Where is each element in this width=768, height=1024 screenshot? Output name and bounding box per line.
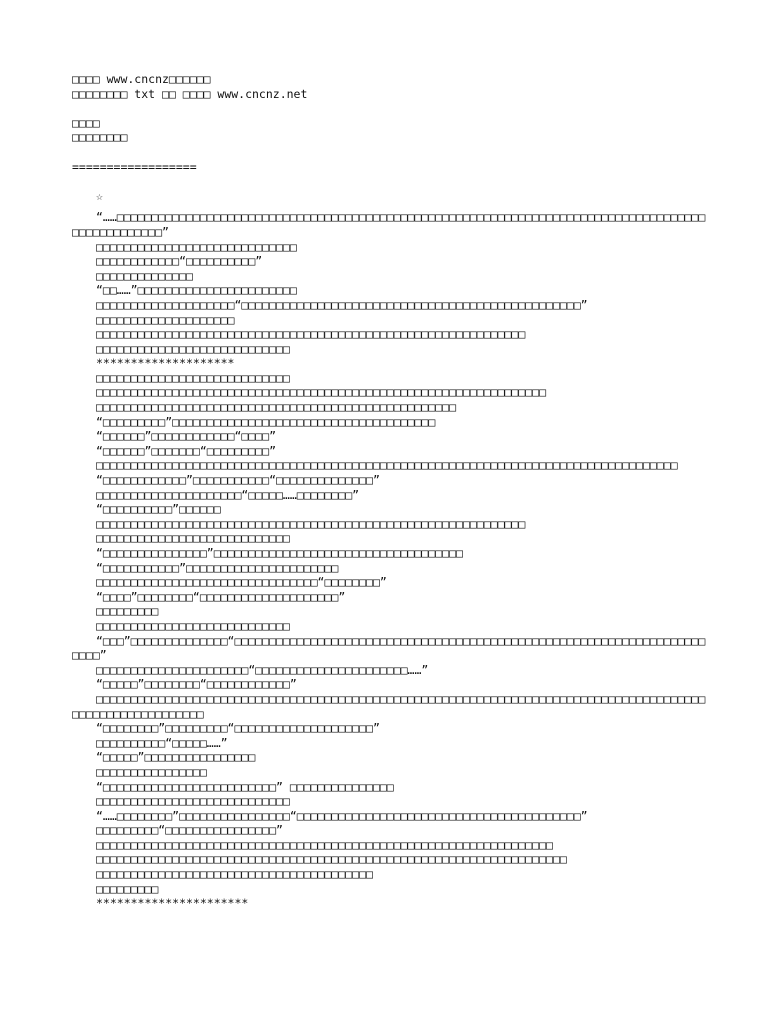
paragraph-line: □□□□□□□□□□□□□□□□□□□□□□□□□□□□ — [96, 794, 290, 809]
paragraph-line: □□□□□□□□□□□□□□□□□□□□□“□□□□□……□□□□□□□□” — [96, 487, 360, 502]
paragraph-line: □□□□□□□□□□□□□□□□□□□□□□□□□□□□□□□□□□□□□□□□□□□□□□□□□□□□□□□□□□□□□□ — [96, 327, 526, 342]
paragraph-line: “□□□□□□□□□□□□□□□”□□□□□□□□□□□□□□□□□□□□□□□□□□□□□□□□□□□□ — [96, 546, 463, 560]
paragraph-line: “□□□□□□□□”□□□□□□□□□“□□□□□□□□□□□□□□□□□□□□” — [96, 721, 380, 736]
paragraph-line: □□□□□□□□□□□□□□□□□□□□□□□□□□□□ — [96, 370, 290, 385]
paragraph-line: “□□□□□□□□□□□”□□□□□□□□□□□□□□□□□□□□□□ — [96, 560, 339, 575]
paragraph-line: □□□□□□□□□□□□□□□□□□□□□□□□□□□□□ — [96, 239, 297, 254]
paragraph-line: □□□□□□□□□□□□“□□□□□□□□□□” — [96, 254, 263, 269]
paragraph-line: □□□□□□□□□□□□□□□□□□□□“□□□□□□□□□□□□□□□□□□□□□□□□□□□□□□□□□□□□□□□□□□□□□□□□□” — [96, 297, 588, 312]
book-author: □□□□□□□□ — [72, 130, 128, 145]
paragraph-line: □□□□□□□□□□□□□□□□ — [96, 764, 207, 779]
paragraph-line: “□□□□□□”□□□□□□□“□□□□□□□□□” — [96, 443, 277, 458]
blank-line — [72, 145, 708, 160]
site-header-line: □□□□ www.cncnz□□□□□□ — [72, 72, 211, 86]
paragraph-line: □□□□□□□□□ — [96, 881, 159, 896]
paragraph-line: “□□□□□”□□□□□□□□“□□□□□□□□□□□□” — [96, 677, 297, 692]
paragraph-line: “□□□□□□□□□□□□”□□□□□□□□□□□“□□□□□□□□□□□□□□” — [96, 473, 380, 488]
paragraph-line: “□□□”□□□□□□□□□□□□□□“□□□□□□□□□□□□□□□□□□□□□□□□□□□□□□□□□□□□□□□□□□□□□□□□□□□□□□□□□□□□□□□□□□□□□□□□” — [72, 633, 706, 663]
paragraph-line: “□□□□□”□□□□□□□□□□□□□□□□ — [96, 750, 256, 765]
spacer — [72, 203, 708, 210]
body-text — [72, 210, 708, 911]
paragraph-line: □□□□□□□□□□□□□□□□□□□□□□“□□□□□□□□□□□□□□□□□□□□□□……” — [96, 662, 429, 677]
paragraph-line: “□□□□”□□□□□□□□“□□□□□□□□□□□□□□□□□□□□” — [96, 589, 346, 604]
paragraph-line: “……□□□□□□□□”□□□□□□□□□□□□□□□□“□□□□□□□□□□□□□□□□□□□□□□□□□□□□□□□□□□□□□□□□□” — [96, 808, 588, 823]
paragraph-line: □□□□□□□□□ — [96, 604, 159, 619]
paragraph-line: □□□□□□□□□□□□□□□□□□□□□□□□□□□□□□□□□□□□□□□□□□□□□□□□□□□□□□□□□□□□□□□□□□ — [96, 837, 553, 852]
download-note-line: □□□□□□□□ txt □□ □□□□ www.cncnz.net — [72, 86, 308, 101]
paragraph-line: ********************** — [96, 896, 249, 911]
paragraph-line: □□□□□□□□□□□□□□□□□□□□ — [96, 312, 235, 327]
paragraph-line: ******************** — [96, 356, 235, 371]
paragraph-line: □□□□□□□□□□□□□□□□□□□□□□□□□□□□□□□□□□□□□□□□□□□□□□□□□□□□□□□□□□□□□□□□□ — [96, 385, 547, 400]
paragraph-line: □□□□□□□□□“□□□□□□□□□□□□□□□□” — [96, 823, 283, 838]
paragraph-line: □□□□□□□□□□□□□□□□□□□□□□□□□□□□□□□□□□□□□□□□ — [96, 867, 373, 882]
paragraph-line: □□□□□□□□□□□□□□□□□□□□□□□□□□□□□□□□□□□□□□□□□□□□□□□□□□□□ — [96, 400, 457, 415]
blank-line — [72, 174, 708, 189]
paragraph-line: “□□□□□□□□□□□□□□□□□□□□□□□□□” □□□□□□□□□□□□□□□ — [96, 779, 394, 794]
blank-line — [72, 101, 708, 116]
paragraph-line: □□□□□□□□□□□□□□□□□□□□□□□□□□□□ — [96, 341, 290, 356]
paragraph-line: □□□□□□□□□□□□□□□□□□□□□□□□□□□□□□□□“□□□□□□□□” — [96, 575, 387, 590]
star-ornament: ☆ — [96, 188, 103, 203]
paragraph-line: “□□□□□□□□□”□□□□□□□□□□□□□□□□□□□□□□□□□□□□□□□□□□□□□□ — [96, 414, 436, 429]
paragraph-line: “□□□□□□□□□□”□□□□□□ — [96, 502, 221, 517]
paragraph-line: □□□□□□□□□□□□□□□□□□□□□□□□□□□□ — [96, 618, 290, 633]
paragraph-line: □□□□□□□□□□□□□□□□□□□□□□□□□□□□□□□□□□□□□□□□□□□□□□□□□□□□□□□□□□□□□□□□□□□□□□□□□□□□□□□□□□□□ — [96, 458, 678, 473]
paragraph-line: “□□□□□□”□□□□□□□□□□□□“□□□□” — [96, 429, 277, 444]
paragraph-line: □□□□□□□□□□□□□□ — [96, 268, 193, 283]
paragraph-line: □□□□□□□□□□□□□□□□□□□□□□□□□□□□□□□□□□□□□□□□□□□□□□□□□□□□□□□□□□□□□□□□□□□□ — [96, 852, 567, 867]
paragraph-line: □□□□□□□□□□“□□□□□……” — [96, 735, 228, 750]
paragraph-line: “……□□□□□□□□□□□□□□□□□□□□□□□□□□□□□□□□□□□□□□□□□□□□□□□□□□□□□□□□□□□□□□□□□□□□□□□□□□□□□□□□□□□□□□□□□□□□□□□□□□” — [72, 210, 706, 239]
paragraph-line: “□□……”□□□□□□□□□□□□□□□□□□□□□□□ — [96, 283, 297, 298]
book-title: □□□□ — [72, 115, 100, 130]
paragraph-line: □□□□□□□□□□□□□□□□□□□□□□□□□□□□□□□□□□□□□□□□□□□□□□□□□□□□□□□□□□□□□□□□□□□□□□□□□□□□□□□□□□□□□□□□□□□□□□□□□□□□□□□□□□□ — [72, 691, 706, 721]
paragraph-line: □□□□□□□□□□□□□□□□□□□□□□□□□□□□ — [96, 531, 290, 546]
paragraph-line: □□□□□□□□□□□□□□□□□□□□□□□□□□□□□□□□□□□□□□□□□□□□□□□□□□□□□□□□□□□□□□ — [96, 516, 526, 531]
section-divider: ================== — [72, 159, 197, 174]
